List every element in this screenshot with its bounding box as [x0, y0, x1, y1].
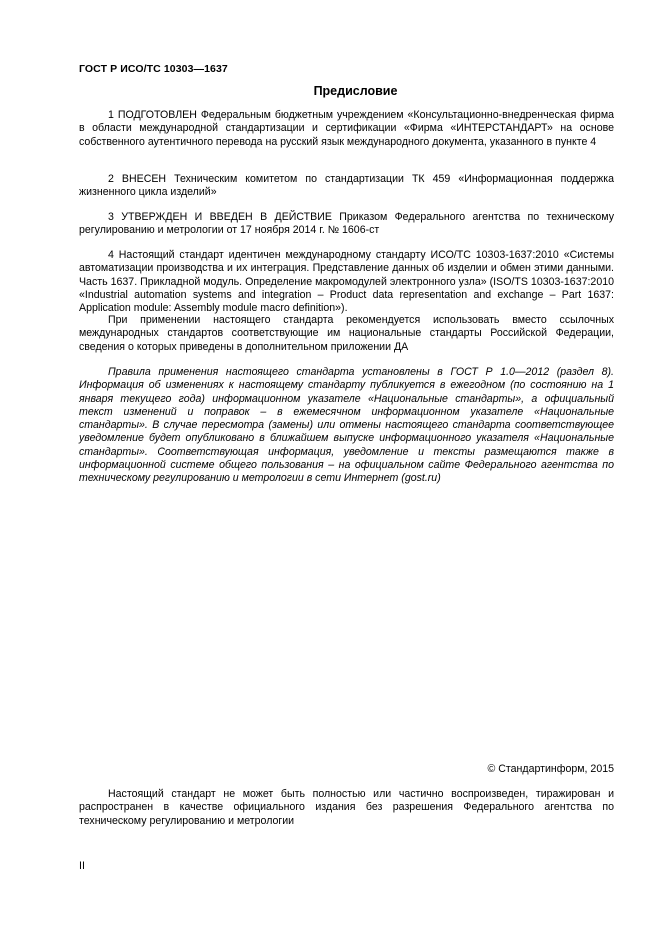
- reproduction-notice: Настоящий стандарт не может быть полностью или частично воспроизведен, тиражирован и распространен в качестве официального издания без разрешения Федерального агентства по техническому регулированию и метрологии: [79, 788, 614, 827]
- paragraph-prepared-by: 1 ПОДГОТОВЛЕН Федеральным бюджетным учреждением «Консультационно-внедренческая фирма в области международной стандартизации и сертификации «Фирма «ИНТЕРСТАНДАРТ» на основе собственного аутентичного перевода на русский язык международного документа, указанного в пункте 4: [79, 109, 614, 148]
- page-number: II: [79, 860, 85, 872]
- paragraph-approved: 3 УТВЕРЖДЕН И ВВЕДЕН В ДЕЙСТВИЕ Приказом Федерального агентства по техническому регулированию и метрологии от 17 ноября 2014 г. № 1606-ст: [79, 211, 614, 237]
- section-title: Предисловие: [313, 84, 398, 98]
- paragraph-reference-standards: При применении настоящего стандарта рекомендуется использовать вместо ссылочных международных стандартов соответствующие им национальные стандарты Российской Федерации, сведения о которых приведены в дополнительном приложении ДА: [79, 314, 614, 353]
- paragraph-identical-to: 4 Настоящий стандарт идентичен международному стандарту ИСО/ТС 10303-1637:2010 «Системы автоматизации производства и их интеграция. Представление данных об изделии и обмен этими данными. Часть 1637. Прикладной модуль. Определение макромодулей электронного узла» (ISO/TS 10303-1637:2010 «Industrial automation systems and integration – Product data representation and exchange – Part 1637: Application module: Assembly module macro definition»).: [79, 249, 614, 315]
- copyright-line: © Стандартинформ, 2015: [487, 763, 614, 775]
- standard-identifier: ГОСТ Р ИСО/ТС 10303—1637: [79, 63, 228, 75]
- paragraph-introduced-by: 2 ВНЕСЕН Техническим комитетом по стандартизации ТК 459 «Информационная поддержка жизненного цикла изделий»: [79, 173, 614, 199]
- application-rules-notice: Правила применения настоящего стандарта установлены в ГОСТ Р 1.0—2012 (раздел 8). Информация об изменениях к настоящему стандарту публикуется в ежегодном (по состоянию на 1 января текущего года) информационном указателе «Национальные стандарты», а официальный текст изменений и поправок – в ежемесячном информационном указателе «Национальные стандарты». В случае пересмотра (замены) или отмены настоящего стандарта соответствующее уведомление будет опубликовано в ближайшем выпуске информационного указателя «Национальные стандарты». Соответствующая информация, уведомление и тексты размещаются также в информационной системе общего пользования – на официальном сайте Федерального агентства по техническому регулированию и метрологии в сети Интернет (gost.ru): [79, 366, 614, 485]
